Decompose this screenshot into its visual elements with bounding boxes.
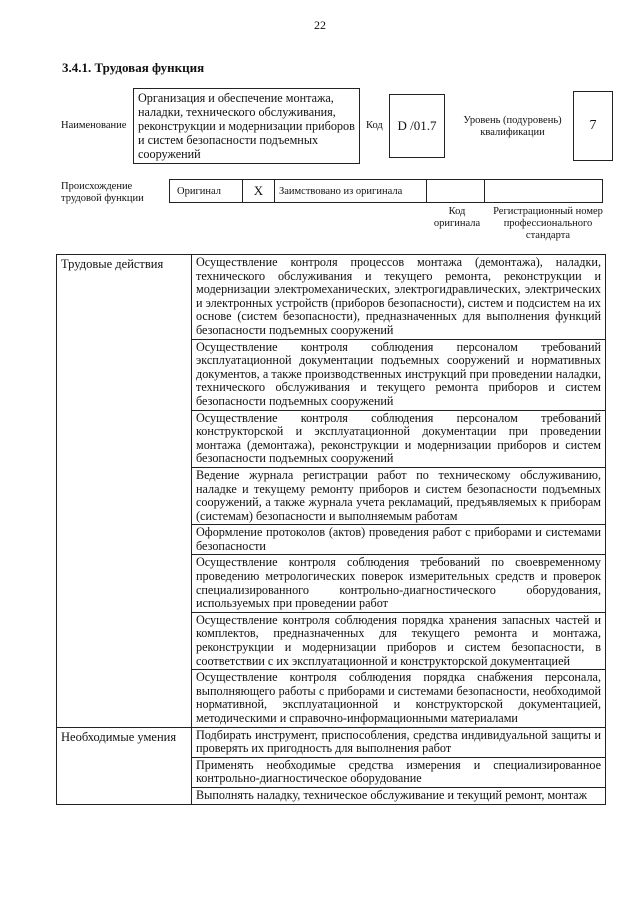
list-item: Оформление протоколов (актов) проведения работ с приборами и системами безопасности: [192, 525, 605, 555]
original-mark-cell: [243, 180, 275, 202]
list-item: Осуществление контроля соблюдения порядка снабжения персонала, выполняющего работы с приборами и системами безопасности, необходимой нормативной, эксплуатационной и конструкторской документацией, методическими и справочно-информационными материалами: [196, 670, 601, 725]
list-item: Подбирать инструмент, приспособления, средства индивидуальной защиты и проверять их пригодность для выполнения работ: [192, 728, 605, 758]
original-cell: [170, 180, 243, 202]
function-table: [56, 254, 606, 805]
reg-number-cell: [485, 180, 602, 202]
reg-number-caption: Регистрационный номер профессионального стандарта: [493, 206, 603, 241]
function-name: Организация и обеспечение монтажа, наладки, технического обслуживания, реконструкции и модернизации приборов и систем безопасности подъемных сооружений: [138, 91, 355, 161]
origin-row: [169, 179, 603, 203]
origin-label: Происхождение трудовой функции: [61, 181, 144, 204]
code-label: Код: [366, 120, 383, 131]
original-label: Оригинал: [177, 185, 221, 197]
code-value: D /01.7: [397, 118, 437, 133]
labor-actions-list: [192, 255, 606, 728]
list-item: Осуществление контроля соблюдения персоналом требований эксплуатационной документации подъемных сооружений и нормативных документов, а также производственных инструкций при проведении наладки, технического обслуживания и текущего ремонта приборов и систем безопасности подъемных сооружений: [192, 340, 605, 411]
code-origin-cell: [427, 180, 485, 202]
list-item: Осуществление контроля соблюдения требований по своевременному проведению метрологических поверок измерительных средств и проверок специализированного контрольно-диагностического оборудования, используемых при проведении работ: [192, 555, 605, 612]
level-box: [573, 91, 613, 161]
list-item: Ведение журнала регистрации работ по техническому обслуживанию, наладке и текущему ремонту приборов и систем безопасности подъемных сооружений, а также журнала учета рекламаций, предъявляемых к приборам (системам) безопасности и выполняемым работам: [192, 468, 605, 525]
function-name-box: [133, 88, 360, 164]
list-item: Осуществление контроля процессов монтажа (демонтажа), наладки, технического обслуживания и текущего ремонта, реконструкции и модернизации электромеханических, электрогидравлических, электрических и электронных устройств (приборов безопасности), систем и подсистем на их основе (систем безопасности), предназначенных для выполнения функций безопасности подъемных сооружений: [192, 255, 605, 340]
code-origin-caption: Код оригинала: [433, 206, 481, 229]
required-skills-heading: Необходимые умения: [57, 727, 192, 804]
labor-actions-row: [57, 255, 606, 728]
original-mark: X: [253, 183, 264, 198]
list-item: Осуществление контроля соблюдения порядка хранения запасных частей и комплектов, предназначенных для текущего ремонта и монтажа, реконструкции и модернизации приборов и систем безопасности, в соответствии с их эксплуатационной и конструкторской документацией: [192, 613, 605, 670]
list-item: Применять необходимые средства измерения и специализированное контрольно-диагностическое оборудование: [192, 758, 605, 788]
borrowed-cell: [275, 180, 427, 202]
list-item: Осуществление контроля соблюдения персоналом требований конструкторской и эксплуатационной документации при проведении монтажа (демонтажа), реконструкции и модернизации приборов и систем безопасности подъемных сооружений: [192, 411, 605, 468]
page-number: 22: [314, 18, 326, 32]
required-skills-list: [192, 727, 606, 804]
code-box: [389, 94, 445, 158]
level-value: 7: [589, 118, 597, 133]
borrowed-label: Заимствовано из оригинала: [279, 185, 403, 197]
labor-actions-heading: Трудовые действия: [57, 255, 192, 728]
section-title: 3.4.1. Трудовая функция: [62, 60, 205, 75]
list-item: Выполнять наладку, техническое обслуживание и текущий ремонт, монтаж: [196, 787, 588, 802]
name-label: Наименование: [61, 120, 127, 131]
required-skills-row: [57, 727, 606, 804]
level-label: Уровень (подуровень) квалификации: [463, 115, 562, 138]
